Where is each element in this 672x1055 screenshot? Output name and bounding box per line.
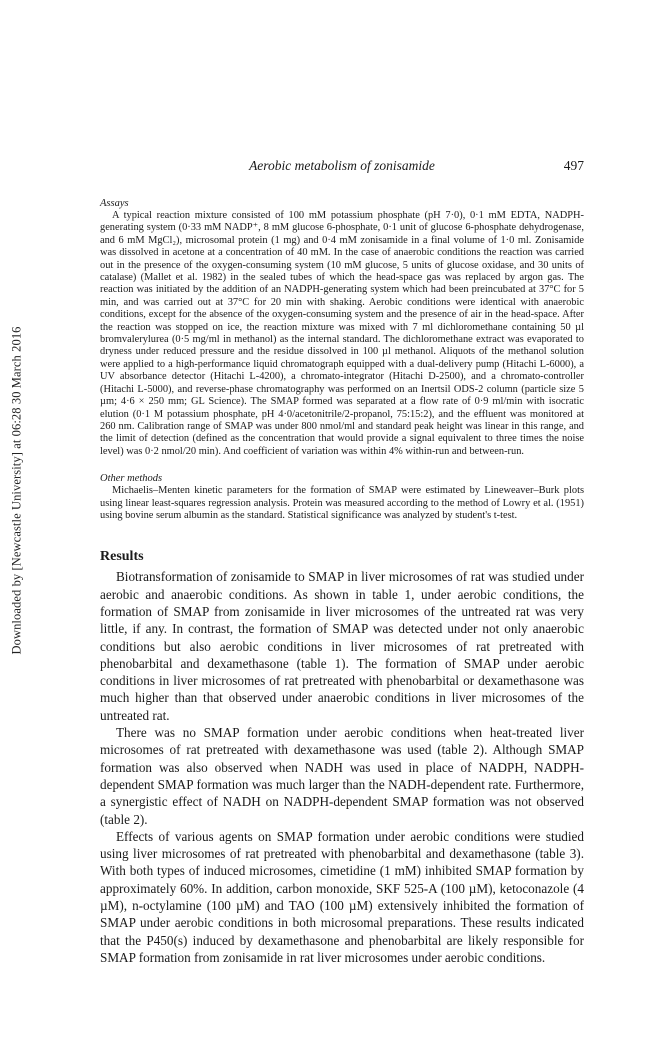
download-watermark-text: Downloaded by [Newcastle University] at 06:28 30 March 2016 bbox=[9, 325, 24, 655]
results-heading: Results bbox=[100, 549, 144, 565]
page-number: 497 bbox=[563, 158, 584, 173]
results-paragraph-3: Effects of various agents on SMAP formation under aerobic conditions were studied using liver microsomes of rat pretreated with phenobarbital and dexamethasone (table 3). With both types of induced microsomes, cimetidine (1 mM) inhibited SMAP formation by approximately 60%. In addition, carbon monoxide, SKF 525-A (100 µM), ketoconazole (4 µM), n-octylamine (100 µM) and TAO (100 µM) extensively inhibited the formation of SMAP under aerobic conditions in both microsomal preparations. These results indicated that the P450(s) induced by dexamethasone and phenobarbital are likely responsible for SMAP formation from zonisamide in rat liver microsomes under aerobic conditions. bbox=[100, 828, 584, 965]
results-section bbox=[100, 548, 584, 966]
results-paragraph-2: There was no SMAP formation under aerobic conditions when heat-treated liver microsomes of rat pretreated with dexamethasone was used (table 2). Although SMAP formation was also observed when NADH was used in place of NADPH, NADPH-dependent SMAP formation was much larger than the NADH-dependent rate. Furthermore, a synergistic effect of NADH on NADPH-dependent SMAP formation was not observed (table 2). bbox=[100, 725, 584, 827]
results-paragraph-1: Biotransformation of zonisamide to SMAP in liver microsomes of rat was studied under aerobic and anaerobic conditions. As shown in table 1, under aerobic conditions, the formation of SMAP from zonisamide in liver microsomes of the untreated rat was very little, if any. In contrast, the formation of SMAP was detected under not only anaerobic conditions but also aerobic conditions in liver microsomes of rat pretreated with phenobarbital and dexamethasone (table 1). The formation of SMAP under aerobic conditions in liver microsomes of rat pretreated with phenobarbital or dexamethasone was much higher than that observed under anaerobic conditions in liver microsomes of the untreated rat. bbox=[100, 569, 584, 723]
assays-heading: Assays bbox=[100, 198, 129, 209]
download-watermark bbox=[4, 190, 30, 790]
other-methods-paragraph: Michaelis–Menten kinetic parameters for the formation of SMAP were estimated by Lineweaver–Burk plots using linear least-squares regression analysis. Protein was measured according to the method of Lowry et al. (1951) using bovine serum albumin as the standard. Statistical significance was analyzed by student's t-test. bbox=[100, 485, 584, 521]
page-body bbox=[100, 197, 584, 966]
assays-paragraph: A typical reaction mixture consisted of 100 mM potassium phosphate (pH 7·0), 0·1 mM EDTA, NADPH-generating system (0·33 mM NADP⁺, 8 mM glucose 6-phosphate, 0·1 unit of glucose 6-phosphate dehydrogenase, and 6 mM MgCl₂), microsomal protein (1 mg) and 0·4 mM zonisamide in a final volume of 1·0 ml. Zonisamide was dissolved in acetone at a concentration of 40 mM. In the case of anaerobic conditions the reaction was carried out in the presence of the oxygen-consuming system (10 mM glucose, 5 units of glucose oxidase, and 30 units of catalase) (Mallet et al. 1982) in the sealed tubes of which the head-space gas was replaced by argon gas. The reaction was initiated by the addition of an NADPH-generating system which had been preincubated at 37°C for 5 min, and was carried out at 37°C for 20 min with shaking. Aerobic conditions were identical with anaerobic conditions, except for the absence of the oxygen-consuming system and the presence of air in the head-space. After the reaction was stopped on ice, the reaction mixture was mixed with 7 ml dichloromethane containing 50 µl bromvalerylurea (0·5 mg/ml in methanol) as the internal standard. The dichloromethane extract was evaporated to dryness under reduced pressure and the residue dissolved in 100 µl methanol. Aliquots of the methanol solution were applied to a high-performance liquid chromatograph equipped with a dual-delivery pump (Hitachi L-6000), a UV absorbance detector (Hitachi L-4200), a chromato-integrator (Hitachi D-2500), and a chromato-controller (Hitachi L-5000), and reverse-phase chromatography was performed on an Inertsil ODS-2 column (particle size 5 µm; 4·6 × 250 mm; GL Science). The SMAP formed was separated at a flow rate of 0·9 ml/min with isocratic elution (0·1 M potassium phosphate, pH 4·0/acetonitrile/2-propanol, 75:15:2), and the effluent was monitored at 260 nm. Calibration range of SMAP was under 800 nmol/ml and standard peak height was linear in this range, and the limit of detection (defined as the concentration that would provide a signal equivalent to three times the noise level) was 0·2 nmol/20 min). And coefficient of variation was within 4% within-run and between-run. bbox=[100, 210, 584, 457]
running-title: Aerobic metabolism of zonisamide bbox=[249, 158, 435, 173]
other-methods-section bbox=[100, 472, 584, 522]
assays-section bbox=[100, 197, 584, 458]
other-methods-heading: Other methods bbox=[100, 473, 163, 485]
running-header bbox=[100, 158, 584, 178]
